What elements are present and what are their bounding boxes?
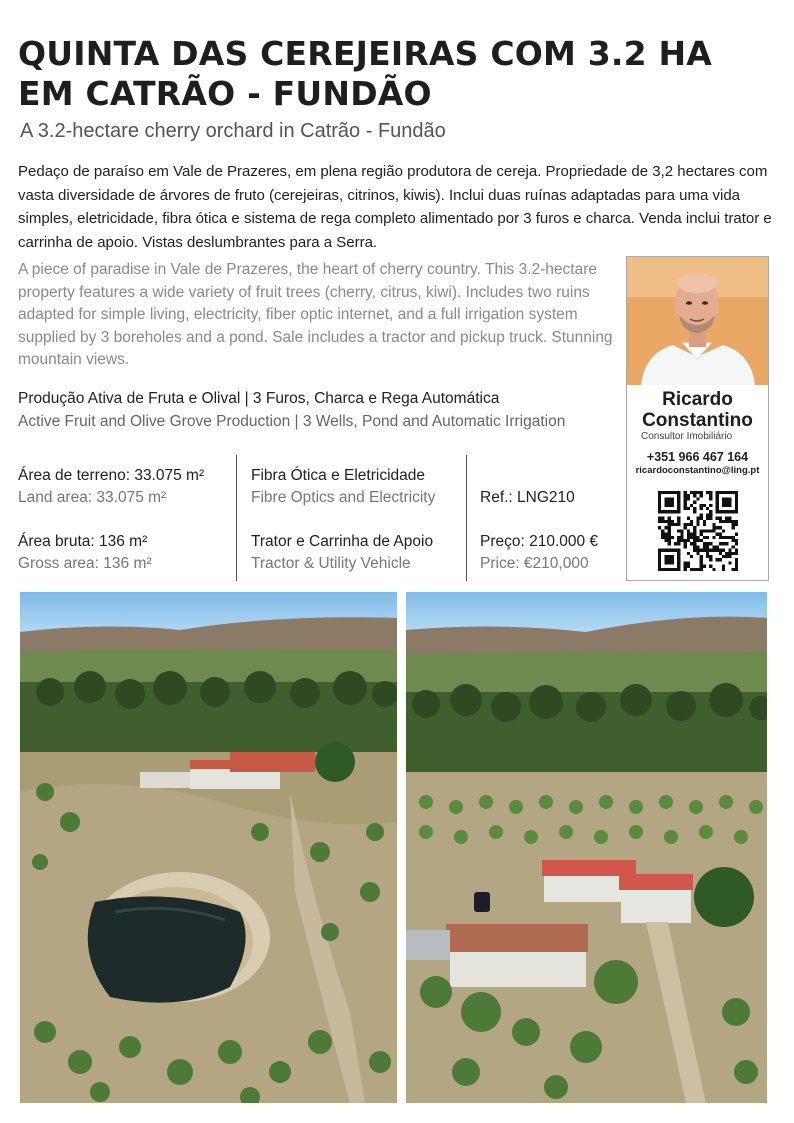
price-pt: Preço: 210.000 € [480, 533, 599, 550]
agent-card [626, 256, 769, 581]
page-title: QUINTA DAS CEREJEIRAS COM 3.2 HA EM CATRÃO - FUNDÃO [18, 34, 713, 113]
fibre-pt: Fibra Ótica e Eletricidade [251, 467, 426, 484]
features-portuguese: Produção Ativa de Fruta e Olival | 3 Furos, Charca e Rega Automática [18, 390, 500, 407]
tractor-en: Tractor & Utility Vehicle [251, 555, 411, 572]
agent-last-name: Constantino [642, 410, 753, 431]
aerial-photo-pond [20, 592, 397, 1103]
agent-portrait [627, 257, 768, 385]
specs-column-price [466, 455, 616, 581]
gross-area-pt: Área bruta: 136 m² [18, 533, 148, 550]
land-area-en: Land area: 33.075 m² [18, 489, 167, 506]
fibre-en: Fibre Optics and Electricity [251, 489, 436, 506]
agent-first-name: Ricardo [662, 389, 733, 410]
gross-area-en: Gross area: 136 m² [18, 555, 152, 572]
description-portuguese: Pedaço de paraíso em Vale de Prazeres, em plena região produtora de cereja. Propriedade de 3,2 hectares com vasta diversidade de árvores de fruto (cerejeiras, citrinos, kiwis). Inclui duas ruínas adaptadas para uma vida simples, eletricidade, fibra ótica e sistema de rega completo alimentado por 3 furos e charca. Venda inclui trator e carrinha de apoio. Vistas deslumbrantes para a Serra. [18, 163, 772, 251]
page-subtitle: A 3.2-hectare cherry orchard in Catrão - Fundão [20, 120, 446, 142]
specs-column-amenities [236, 455, 467, 581]
agent-role: Consultor Imobiliário [641, 431, 733, 442]
land-area-pt: Área de terreno: 33.075 m² [18, 467, 205, 484]
agent-email[interactable]: ricardoconstantino@ling.pt [635, 465, 760, 476]
price-en: Price: €210,000 [480, 555, 589, 572]
description-english: A piece of paradise in Vale de Prazeres, the heart of cherry country. This 3.2-hectare property features a wide variety of fruit trees (cherry, citrus, kiwi). Includes two ruins adapted for simple living, electricity, fiber optic internet, and a full irrigation system supplied by 3 boreholes and a pond. Sale includes a tractor and pickup truck. Stunning mountain views. [18, 261, 613, 368]
specs-column-area [18, 455, 236, 581]
reference: Ref.: LNG210 [480, 489, 575, 506]
aerial-photo-houses [406, 592, 767, 1103]
qr-code-icon[interactable] [658, 491, 738, 571]
tractor-pt: Trator e Carrinha de Apoio [251, 533, 434, 550]
agent-phone[interactable]: +351 966 467 164 [646, 450, 749, 464]
features-english: Active Fruit and Olive Grove Production | 3 Wells, Pond and Automatic Irrigation [18, 413, 566, 430]
